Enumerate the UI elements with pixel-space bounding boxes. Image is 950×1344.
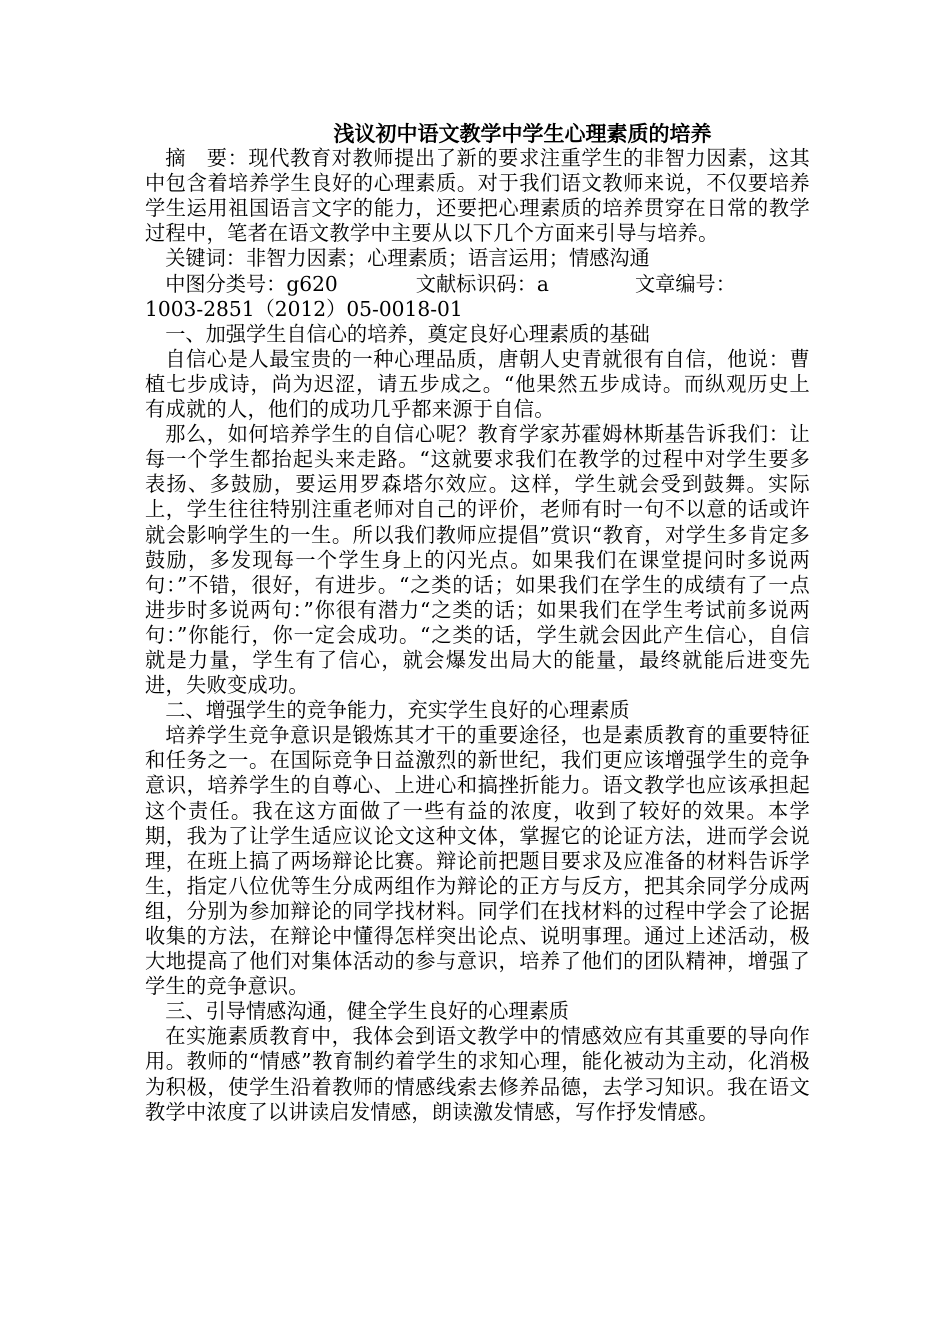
abstract-paragraph: 摘 要：现代教育对教师提出了新的要求注重学生的非智力因素，这其中包含着培养学生良好的心理素质。对于我们语文教师来说，不仅要培养学生运用祖国语言文字的能力，还要把心理素质的培养贯穿在日常的教学过程中，笔者在语文教学中主要从以下几个方面来引导与培养。 — [145, 146, 810, 246]
classification-row — [145, 272, 810, 297]
section-1-paragraph-2: 那么，如何培养学生的自信心呢？教育学家苏霍姆林斯基告诉我们：让每一个学生都抬起头来走路。“这就要求我们在教学的过程中对学生要多表扬、多鼓励，要运用罗森塔尔效应。这样，学生就会受到鼓舞。实际上，学生往往特别注重老师对自己的评价，老师有时一句不以意的话或许就会影响学生的一生。所以我们教师应提倡”赏识“教育，对学生多肯定多鼓励，多发现每一个学生身上的闪光点。如果我们在课堂提问时多说两句：”不错，很好，有进步。“之类的话；如果我们在学生的成绩有了一点进步时多说两句：”你很有潜力“之类的话；如果我们在学生考试前多说两句：”你能行，你一定会成功。“之类的话，学生就会因此产生信心，自信就是力量，学生有了信心，就会爆发出局大的能量，最终就能后进变先进，失败变成功。 — [145, 422, 810, 698]
article-number-label: 文章编号： — [634, 271, 736, 296]
section-1-heading: 一、加强学生自信心的培养，奠定良好心理素质的基础 — [165, 321, 650, 346]
section-3-paragraph-1: 在实施素质教育中，我体会到语文教学中的情感效应有其重要的导向作用。教师的“情感”教育制约着学生的求知心理，能化被动为主动，化消极为积极，使学生沿着教师的情感线索去修养品德，去学习知识。我在语文教学中浓度了以讲读启发情感，朗读激发情感，写作抒发情感。 — [145, 1024, 810, 1124]
document-code: 文献标识码：a — [415, 271, 549, 296]
document-title: 浅议初中语文教学中学生心理素质的培养 — [333, 121, 712, 146]
section-3-heading: 三、引导情感沟通，健全学生良好的心理素质 — [165, 999, 569, 1024]
article-number: 1003-2851（2012）05-0018-01 — [145, 296, 463, 321]
classification-number: 中图分类号：g620 — [165, 271, 338, 296]
section-2-heading: 二、增强学生的竞争能力，充实学生良好的心理素质 — [165, 698, 630, 723]
keywords-line: 关键词：非智力因素；心理素质；语言运用；情感沟通 — [165, 246, 650, 271]
section-2-paragraph-1: 培养学生竞争意识是锻炼其才干的重要途径，也是素质教育的重要特征和任务之一。在国际竞争日益激烈的新世纪，我们更应该增强学生的竞争意识，培养学生的自尊心、上进心和搞挫折能力。语文教学也应该承担起这个责任。我在这方面做了一些有益的浓度，收到了较好的效果。本学期，我为了让学生适应议论文这种文体，掌握它的论证方法，进而学会说理，在班上搞了两场辩论比赛。辩论前把题目要求及应准备的材料告诉学生，指定八位优等生分成两组作为辩论的正方与反方，把其余同学分成两组，分别为参加辩论的同学找材料。同学们在找材料的过程中学会了论据收集的方法，在辩论中懂得怎样突出论点、说明事理。通过上述活动，极大地提高了他们对集体活动的参与意识，培养了他们的团队精神，增强了学生的竞争意识。 — [145, 723, 810, 999]
document-page — [145, 121, 810, 1125]
section-1-paragraph-1: 自信心是人最宝贵的一种心理品质，唐朝人史青就很有自信，他说：曹植七步成诗，尚为迟涩，请五步成之。“他果然五步成诗。而纵观历史上有成就的人，他们的成功几乎都来源于自信。 — [145, 346, 810, 422]
